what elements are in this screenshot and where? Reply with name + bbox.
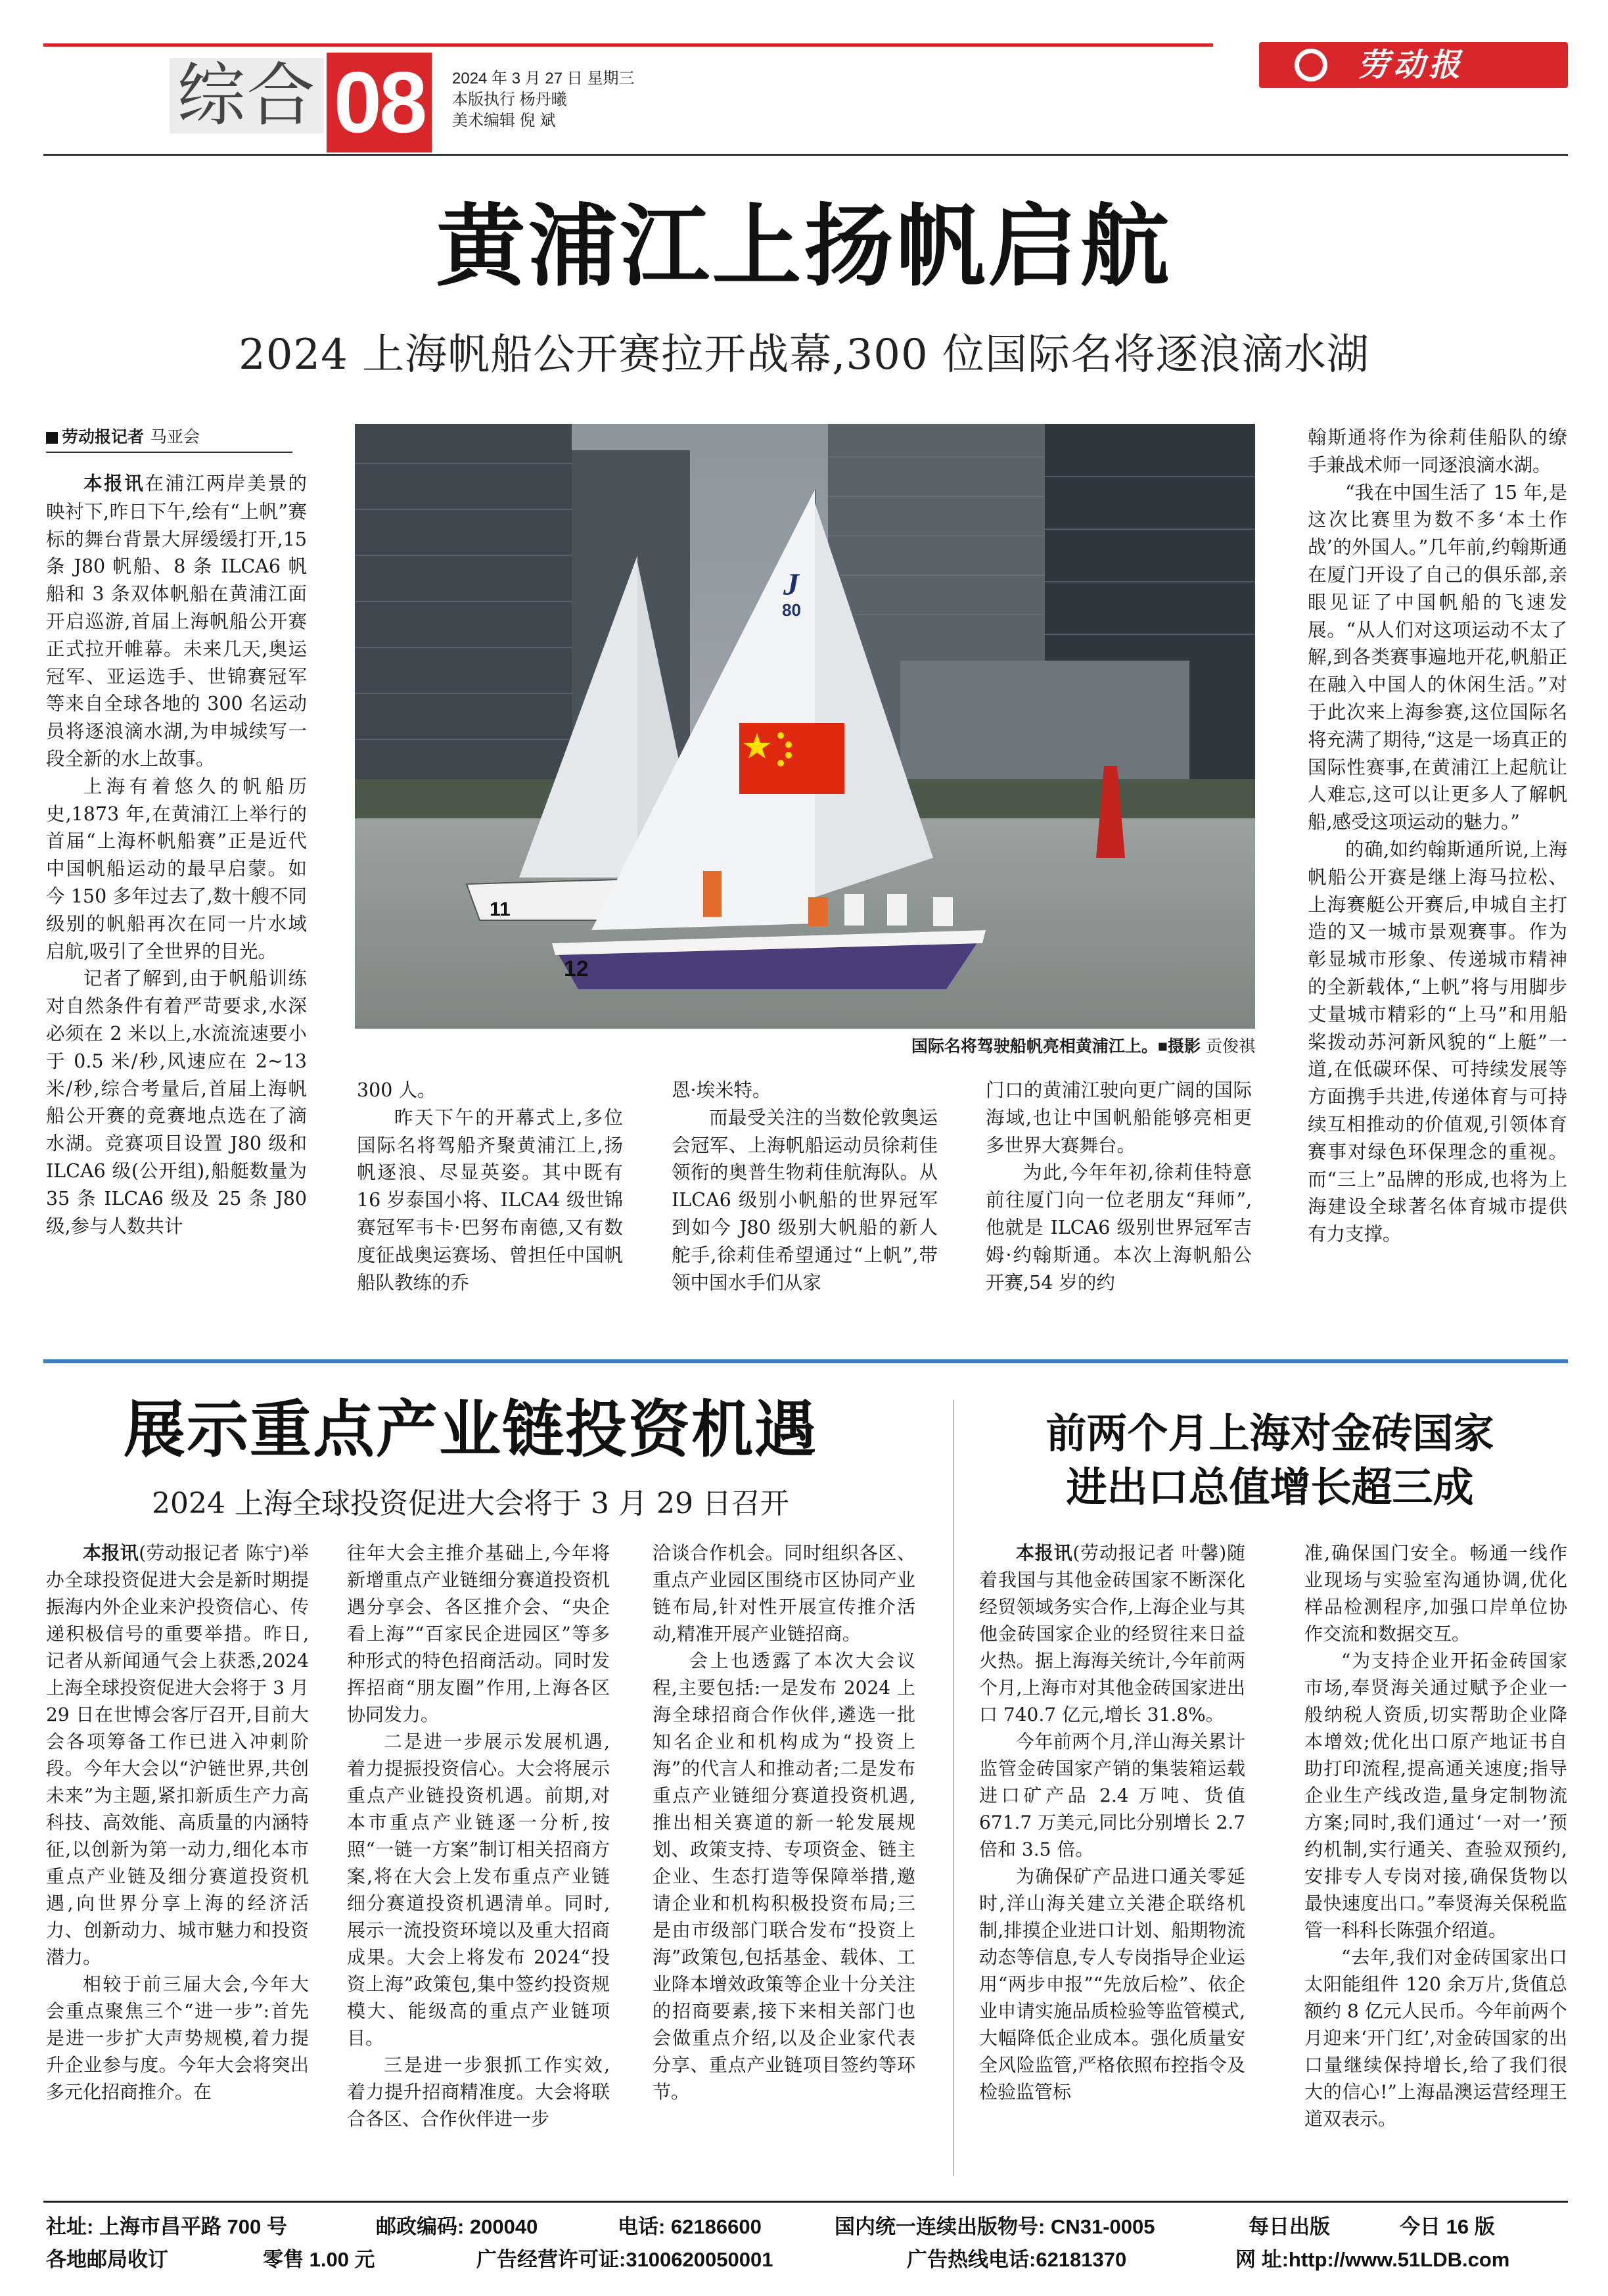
lead-byline (46, 424, 292, 453)
lead-paragraph: “我在中国生活了 15 年,是这次比赛里为数不多‘本土作战’的外国人。”几年前,约翰斯通在厦门开设了自己的俱乐部,亲眼见证了中国帆船的飞速发展。“从人们对这项运动不太了解,到各类赛事遍地开花,帆船正在融入中国人的休闲生活。”对于此次来上海参赛,这位国际名将充满了期待,“这是一场真正的国际性赛事,在黄浦江上起航让人难忘,这可以让更多人了解帆船,感受这项运动的魅力。” (1308, 481, 1567, 833)
square-bullet-icon (46, 432, 58, 444)
art-editor-credit: 美术编辑 倪 斌 (452, 112, 556, 129)
story3-paragraph: 为确保矿产品进口通关零延时,洋山海关建立关港企联络机制,排摸企业进口计划、船期物流动态等信息,专人专岗指导企业运用“两步申报”“先放后检”、依企业申请实施品质检验等监管模式,大幅降低企业成本。强化质量安全风险监管,严格依照布控指令及检验监管标 (979, 1865, 1245, 2103)
section-name: 综合 (170, 58, 324, 133)
lead-column-3 (672, 1077, 938, 1296)
story3-paragraph: “为支持企业开拓金砖国家市场,奉贤海关通过赋予企业一般纳税人资质,切实帮助企业降本增效;优化出口原产地证书自助打印流程,提高通关速度;指导企业生产线改造,量身定制物流方案;同时,我们通过‘一对一’预约机制,实行通关、查验双预约,安排专人专岗对接,确保货物以最快速度出口。”奉贤海关保税监管一科科长陈强介绍道。 (1304, 1650, 1567, 1941)
footer-phone: 电话: 62186600 (618, 2215, 762, 2238)
crew-member (933, 897, 953, 926)
issue-meta (452, 68, 634, 131)
footer-website: 网 址:http://www.51LDB.com (1235, 2248, 1510, 2271)
logo-name: 劳动报 (1358, 47, 1465, 83)
sail-class-number: 80 (782, 600, 801, 620)
lead-paragraph: 翰斯通将作为徐莉佳船队的缭手兼战术师一同逐浪滴水湖。 (1308, 427, 1567, 476)
lead-paragraph: 为此,今年年初,徐莉佳特意前往厦门向一位老朋友“拜师”,他就是 ILCA6 级别世界冠军吉姆·约翰斯通。本次上海帆船公开赛,54 岁的约 (986, 1161, 1252, 1294)
lead-paragraph: 昨天下午的开幕式上,多位国际名将驾船齐聚黄浦江上,扬帆逐浪、尽显英姿。其中既有 16 岁泰国小将、ILCA4 级世锦赛冠军韦卡·巴努布南德,又有数度征战奥运赛场、曾担任中国帆船队教练的乔 (357, 1106, 623, 1294)
lead-column-5 (1308, 424, 1567, 1248)
story3-headline-line2: 进出口总值增长超三成 (1066, 1463, 1474, 1511)
footer-post-office: 各地邮局收订 (46, 2248, 168, 2271)
lead-paragraph: 的确,如约翰斯通所说,上海帆船公开赛是继上海马拉松、上海赛艇公开赛后,申城自主打造的又一城市景观赛事。作为彰显城市形象、传递城市精神的全新载体,“上帆”将与用脚步丈量城市精彩的“上马”和用船桨拨动苏河新风貌的“上艇”一道,在低碳环保、可持续发展等方面携手共进,传递体育与可持续互相推动的价值观,引领体育赛事对绿色环保理念的重视。而“三上”品牌的形成,也将为上海建设全球著名体育城市提供有力支撑。 (1308, 838, 1567, 1246)
lead-paragraph: 300 人。 (357, 1079, 436, 1101)
lead-paragraph: 上海有着悠久的帆船历史,1873 年,在黄浦江上举行的首届“上海杯帆船赛”正是近代中国帆船运动的最早启蒙。如今 150 多年过去了,数十艘不同级别的帆船再次在同一片水域启航,吸引了全世界的目光。 (46, 775, 307, 962)
building (355, 424, 572, 818)
story2-paragraph: (劳动报记者 陈宁)举办全球投资促进大会是新时期提振海内外企业来沪投资信心、传递积极信号的重要举措。昨日,记者从新闻通气会上获悉,2024 上海全球投资促进大会将于 3 月 29 日在世博会客厅召开,目前大会各项筹备工作已进入冲刺阶段。今年大会以“沪链世界,共创未来”为主题,紧扣新质生产力高科技、高效能、高质量的内涵特征,以创新为第一动力,细化本市重点产业链及细分赛道投资机遇,向世界分享上海的经济活力、创新动力、城市魅力和投资潜力。 (46, 1542, 309, 1968)
newspaper-logo (1259, 42, 1568, 88)
lead-paragraph: 恩·埃米特。 (672, 1079, 771, 1101)
story3-column-2 (1304, 1539, 1567, 2132)
story2-column-3 (653, 1539, 915, 2105)
china-flag (739, 723, 844, 794)
story3-headline (973, 1407, 1567, 1514)
dateline-tag: 本报讯 (83, 1543, 139, 1563)
dateline-tag: 本报讯 (83, 473, 145, 494)
crew-member (844, 894, 864, 925)
lead-paragraph: 而最受关注的当数伦敦奥运会冠军、上海帆船运动员徐莉佳领衔的奥普生物莉佳航海队。从 ILCA6 级别小帆船的世界冠军到如今 J80 级别大帆船的新人舵手,徐莉佳希望通过“上帆”,带领中国水手们从家 (672, 1106, 938, 1294)
lead-headline: 黄浦江上扬帆启航 (436, 194, 1172, 299)
lead-subhead: 2024 上海帆船公开赛拉开战幕,300 位国际名将逐浪滴水湖 (238, 331, 1370, 379)
story2-paragraph: 三是进一步狠抓工作实效,着力提升招商精准度。大会将联合各区、合作伙伴进一步 (347, 2054, 610, 2130)
dateline-tag: 本报讯 (1016, 1543, 1073, 1563)
photo-credit: 贡俊祺 (1205, 1037, 1255, 1056)
editor-credit: 本版执行 杨丹曦 (452, 91, 567, 108)
story3-column-1 (979, 1539, 1245, 2105)
story2-column-2 (347, 1539, 610, 2132)
header-rule (43, 154, 1568, 156)
footer-postcode: 邮政编码: 200040 (376, 2215, 538, 2238)
issue-date: 2024 年 3 月 27 日 星期三 (452, 70, 635, 87)
story2-subhead: 2024 上海全球投资促进大会将于 3 月 29 日召开 (152, 1487, 789, 1520)
story3-paragraph: 准,确保国门安全。畅通一线作业现场与实验室沟通协调,优化样品检测程序,加强口岸单位协作交流和数据交互。 (1304, 1542, 1567, 1645)
footer-ad-hotline: 广告热线电话:62181370 (907, 2248, 1127, 2271)
story2-paragraph: 相较于前三届大会,今年大会重点聚焦三个“进一步”:首先是进一步扩大声势规模,着力提升企业参与度。今年大会将突出多元化招商推介。在 (46, 1973, 309, 2103)
lead-column-1 (46, 470, 307, 1240)
lead-paragraph: 记者了解到,由于帆船训练对自然条件有着严苛要求,水深必须在 2 米以上,水流流速要小于 0.5 米/秒,风速应在 2~13 米/秒,综合考量后,首届上海帆船公开赛的竞赛地点选在了滴水湖。竞赛项目设置 J80 级和 ILCA6 级(公开组),船艇数量为 35 条 ILCA6 级及 25 条 J80 级,参与人数共计 (46, 968, 307, 1237)
front-hull-number: 12 (564, 956, 589, 981)
story3-paragraph: 今年前两个月,洋山海关累计监管金砖国家产销的集装箱运载进口矿产品 2.4 万吨、货值 671.7 万美元,同比分别增长 2.7 倍和 3.5 倍。 (979, 1731, 1245, 1860)
page-number: 08 (327, 53, 432, 152)
crew-member (808, 897, 828, 926)
sail-insignia: J (783, 567, 799, 602)
story2-headline: 展示重点产业链投资机遇 (123, 1394, 817, 1466)
top-red-rule (43, 43, 1213, 47)
photo-caption (690, 1033, 1255, 1057)
story3-paragraph: “去年,我们对金砖国家出口太阳能组件 120 余万片,货值总额约 8 亿元人民币。今年前两个月迎来‘开门红’,对金砖国家的出口量继续保持增长,给了我们很大的信心!”上海晶澳运营经理王道双表示。 (1304, 1946, 1567, 2130)
lead-paragraph: 门口的黄浦江驶向更广阔的国际海域,也让中国帆船能够亮相更多世界大赛舞台。 (986, 1079, 1252, 1156)
footer-address: 社址: 上海市昌平路 700 号 (46, 2215, 287, 2238)
story3-paragraph: (劳动报记者 叶馨)随着我国与其他金砖国家不断深化经贸领域务实合作,上海企业与其他金砖国家企业的经贸往来日益火热。据上海海关统计,今年前两个月,上海市对其他金砖国家进出口 740.7 亿元,增长 31.8%。 (979, 1542, 1245, 1725)
logo-mark-icon (1295, 49, 1327, 82)
byline-name: 马亚会 (150, 428, 200, 446)
footer-cn-number: 国内统一连续出版物号: CN31-0005 (835, 2215, 1155, 2238)
column-divider (953, 1400, 954, 2176)
footer-daily: 每日出版 (1249, 2215, 1330, 2238)
story2-column-1 (46, 1539, 309, 2105)
caption-text: 国际名将驾驶船帆亮相黄浦江上。■摄影 (911, 1037, 1201, 1056)
lead-photo (355, 424, 1255, 1029)
byline-tag: 劳动报记者 (62, 428, 145, 446)
lead-paragraph: 在浦江两岸美景的映衬下,昨日下午,绘有“上帆”赛标的舞台背景大屏缓缓打开,15 条 J80 帆船、8 条 ILCA6 帆船和 3 条双体帆船在黄浦江面开启巡游,首届上海帆船公开赛正式拉开帷幕。未来几天,奥运冠军、亚运选手、世锦赛冠军等来自全球各地的 300 名运动员将逐浪滴水湖,为申城续写一段全新的水上故事。 (46, 473, 307, 770)
crew-member (703, 871, 722, 917)
story2-paragraph: 会上也透露了本次大会议程,主要包括:一是发布 2024 上海全球招商合作伙伴,遴选一批知名企业和机构成为“投资上海”的代言人和推动者;二是发布重点产业链细分赛道投资机遇,推出相关赛道的新一轮发展规划、政策支持、专项资金、链主企业、生态打造等保障举措,邀请企业和机构积极投资布局;三是由市级部门联合发布“投资上海”政策包,包括基金、载体、工业降本增效政策等企业十分关注的招商要素,接下来相关部门也会做重点介绍,以及企业家代表分享、重点产业链项目签约等环节。 (653, 1650, 915, 2103)
footer-pages: 今日 16 版 (1400, 2215, 1495, 2238)
story2-paragraph: 往年大会主推介基础上,今年将新增重点产业链细分赛道投资机遇分享会、各区推介会、“央企看上海”“百家民企进园区”等多种形式的特色招商活动。同时发挥招商“朋友圈”作用,上海各区协同发力。 (347, 1542, 610, 1725)
crew-member (887, 894, 907, 925)
footer-ad-license: 广告经营许可证:3100620050001 (476, 2248, 773, 2271)
story2-paragraph: 洽谈合作机会。同时组织各区、重点产业园区围绕市区协同产业链布局,针对性开展宣传推介活动,精准开展产业链招商。 (653, 1542, 915, 1645)
section-divider (43, 1359, 1568, 1363)
building-podium (900, 661, 1189, 779)
footer-rule (43, 2201, 1568, 2203)
back-hull-number: 11 (490, 899, 511, 920)
sailing-photo (355, 424, 1255, 1029)
lead-column-4 (986, 1077, 1252, 1296)
footer-price: 零售 1.00 元 (263, 2248, 375, 2271)
story2-paragraph: 二是进一步展示发展机遇,着力提振投资信心。大会将展示重点产业链投资机遇。前期,对本市重点产业链逐一分析,按照“一链一方案”制订相关招商方案,将在大会上发布重点产业链细分赛道投资机遇清单。同时,展示一流投资环境以及重大招商成果。大会上将发布 2024“投资上海”政策包,集中签约投资规模大、能级高的重点产业链项目。 (347, 1731, 610, 2049)
story3-headline-line1: 前两个月上海对金砖国家 (1045, 1409, 1494, 1457)
lead-column-2 (357, 1077, 623, 1296)
